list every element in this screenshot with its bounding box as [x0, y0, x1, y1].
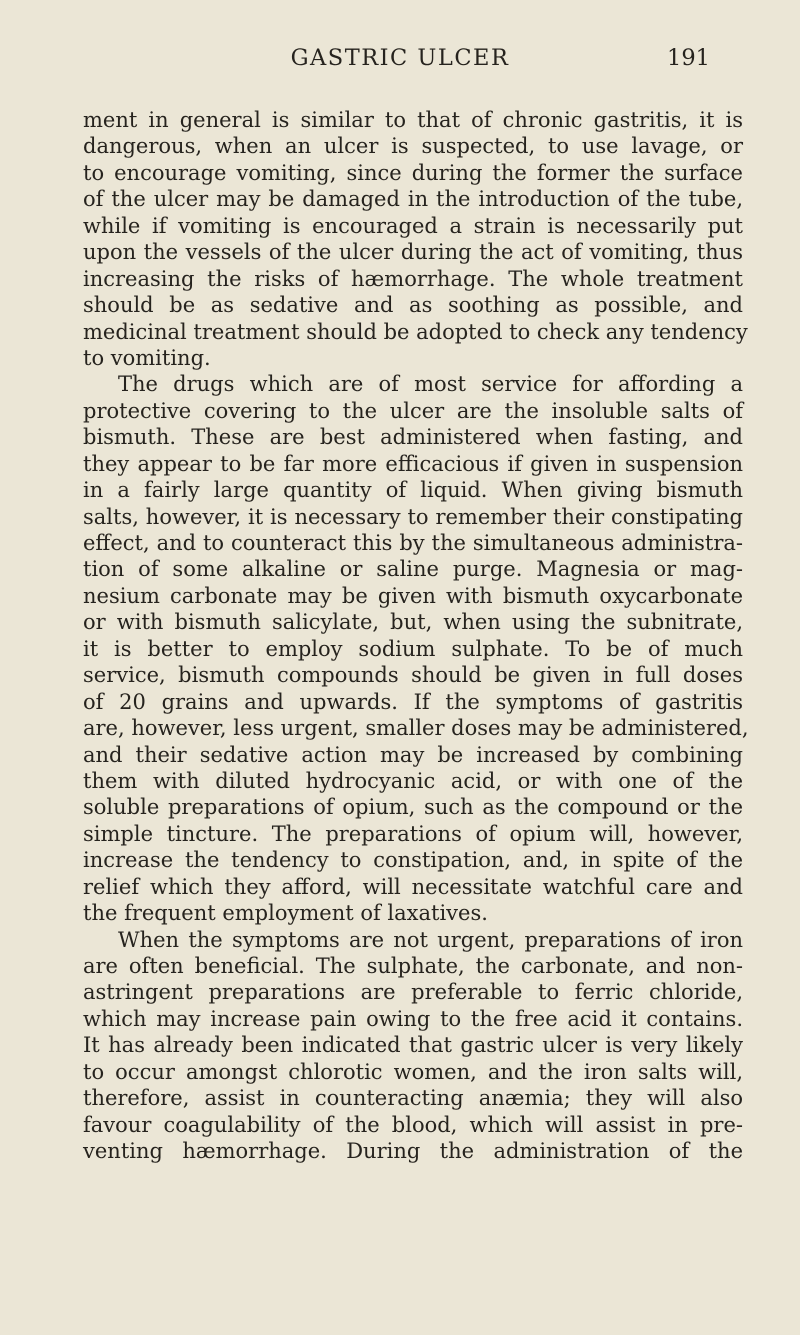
text-line: the frequent employment of laxatives. [83, 901, 488, 926]
body-text [83, 107, 749, 1165]
text-line: which may increase pain owing to the free acid it contains. [83, 1006, 743, 1031]
text-line: simple tincture. The preparations of opium will, however, [83, 821, 743, 846]
text-line: favour coagulability of the blood, which will assist in pre- [83, 1112, 743, 1137]
text-line: ment in general is similar to that of chronic gastritis, it is [83, 108, 743, 132]
text-line: they appear to be far more efficacious if given in suspension [83, 451, 743, 476]
text-line: tion of some alkaline or saline purge. Magnesia or mag- [83, 557, 743, 582]
text-line: in a fairly large quantity of liquid. When giving bismuth [83, 478, 743, 503]
text-line: and their sedative action may be increased by combining [83, 742, 743, 767]
text-line: should be as sedative and as soothing as possible, and [83, 293, 743, 318]
text-line: while if vomiting is encouraged a strain is necessarily put [83, 213, 743, 238]
text-line: to occur amongst chlorotic women, and the iron salts will, [83, 1059, 743, 1084]
text-line: relief which they afford, will necessitate watchful care and [83, 874, 743, 899]
text-line: dangerous, when an ulcer is suspected, to use lavage, or [83, 134, 743, 159]
running-title: GASTRIC ULCER [290, 45, 510, 71]
text-line: The drugs which are of most service for affording a [118, 372, 743, 397]
text-line: bismuth. These are best administered when fasting, and [83, 425, 743, 450]
text-line: increase the tendency to constipation, and, in spite of the [83, 848, 743, 873]
text-line: to encourage vomiting, since during the former the surface [83, 160, 743, 185]
text-line: service, bismuth compounds should be given in full doses [83, 663, 743, 688]
text-line: of the ulcer may be damaged in the introduction of the tube, [83, 187, 743, 212]
text-line: therefore, assist in counteracting anæmia; they will also [83, 1086, 743, 1111]
running-head [0, 38, 800, 78]
text-line: soluble preparations of opium, such as the compound or the [83, 795, 743, 820]
text-line: increasing the risks of hæmorrhage. The whole treatment [83, 266, 743, 291]
text-line: astringent preparations are preferable to ferric chloride, [83, 980, 743, 1005]
text-line: are often beneficial. The sulphate, the carbonate, and non- [83, 954, 743, 978]
text-line: or with bismuth salicylate, but, when using the subnitrate, [83, 610, 743, 635]
text-line: effect, and to counteract this by the simultaneous administra- [83, 531, 743, 555]
text-line: them with diluted hydrocyanic acid, or with one of the [83, 768, 743, 793]
text-line: of 20 grains and upwards. If the symptoms of gastritis [83, 689, 743, 714]
text-line: medicinal treatment should be adopted to check any tendency [83, 319, 748, 344]
text-line: venting hæmorrhage. During the administration of the [83, 1139, 743, 1164]
text-line: salts, however, it is necessary to remember their constipating [83, 504, 743, 529]
text-line: nesium carbonate may be given with bismuth oxycarbonate [83, 583, 743, 608]
page-number: 191 [667, 45, 710, 71]
text-line: upon the vessels of the ulcer during the act of vomiting, thus [83, 240, 743, 265]
text-line: protective covering to the ulcer are the insoluble salts of [83, 398, 743, 423]
text-line: When the symptoms are not urgent, preparations of iron [118, 927, 743, 952]
text-line: it is better to employ sodium sulphate. To be of much [83, 636, 743, 661]
text-line: to vomiting. [83, 345, 211, 370]
text-line: It has already been indicated that gastric ulcer is very likely [83, 1033, 743, 1058]
text-line: are, however, less urgent, smaller doses may be administered, [83, 716, 749, 741]
